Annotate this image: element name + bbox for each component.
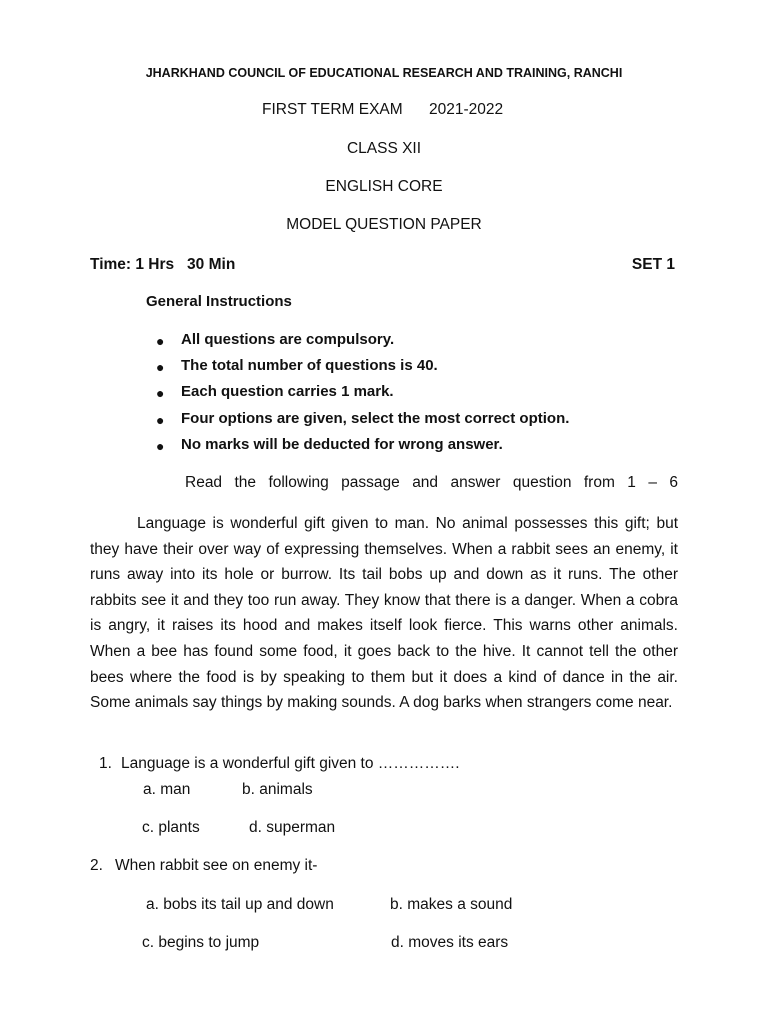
question-text: Language is a wonderful gift given to ……………. [121,755,460,772]
question-number: 1. [99,755,112,772]
instruction-text: No marks will be deducted for wrong answer. [181,436,503,453]
question-number: 2. [90,857,103,874]
passage-intro: Read the following passage and answer question from 1 – 6 [185,474,678,491]
bullet-icon: ● [156,359,165,375]
instruction-text: Each question carries 1 mark. [181,383,394,400]
option-a: a. bobs its tail up and down [146,896,334,913]
time-allowed: Time: 1 Hrs 30 Min [90,256,236,273]
instruction-text: The total number of questions is 40. [181,357,438,374]
set-number: SET 1 [631,256,675,273]
bullet-icon: ● [156,385,165,401]
option-d: d. superman [249,819,336,836]
reading-passage: Language is wonderful gift given to man. No animal possesses this gift; but they have their over way of expressing themselves. When a rabbit sees an enemy, it runs away into its hole or burrow. Its tail bobs up and down as it runs. The other rabbits see it and they too run away. They know that there is a danger. When a cobra is angry, it raises its hood and makes itself look fierce. This warns other animals. When a bee has found some food, it goes back to the hive. It cannot tell the other bees where the food is by speaking to them but it does a kind of dance in the air. Some animals say things by making sounds. A dog barks when strangers come near. [90,515,678,712]
question-text: When rabbit see on enemy it- [115,857,318,874]
instruction-text: Four options are given, select the most correct option. [181,410,570,427]
bullet-icon: ● [156,412,165,428]
option-a: a. man [143,781,191,798]
exam-title: FIRST TERM EXAM [262,101,403,118]
option-b: b. makes a sound [390,896,513,913]
option-b: b. animals [242,781,313,798]
bullet-icon: ● [156,438,165,454]
paper-title: MODEL QUESTION PAPER [286,216,482,233]
option-d: d. moves its ears [391,934,509,951]
council-title: JHARKHAND COUNCIL OF EDUCATIONAL RESEARCH AND TRAINING, RANCHI [145,66,623,80]
option-c: c. begins to jump [142,934,260,951]
bullet-icon: ● [156,333,165,349]
instructions-title: General Instructions [146,293,292,310]
class-title: CLASS XII [346,140,422,157]
option-c: c. plants [142,819,200,836]
subject-title: ENGLISH CORE [325,178,443,195]
exam-year: 2021-2022 [429,101,504,118]
instruction-text: All questions are compulsory. [181,331,395,348]
